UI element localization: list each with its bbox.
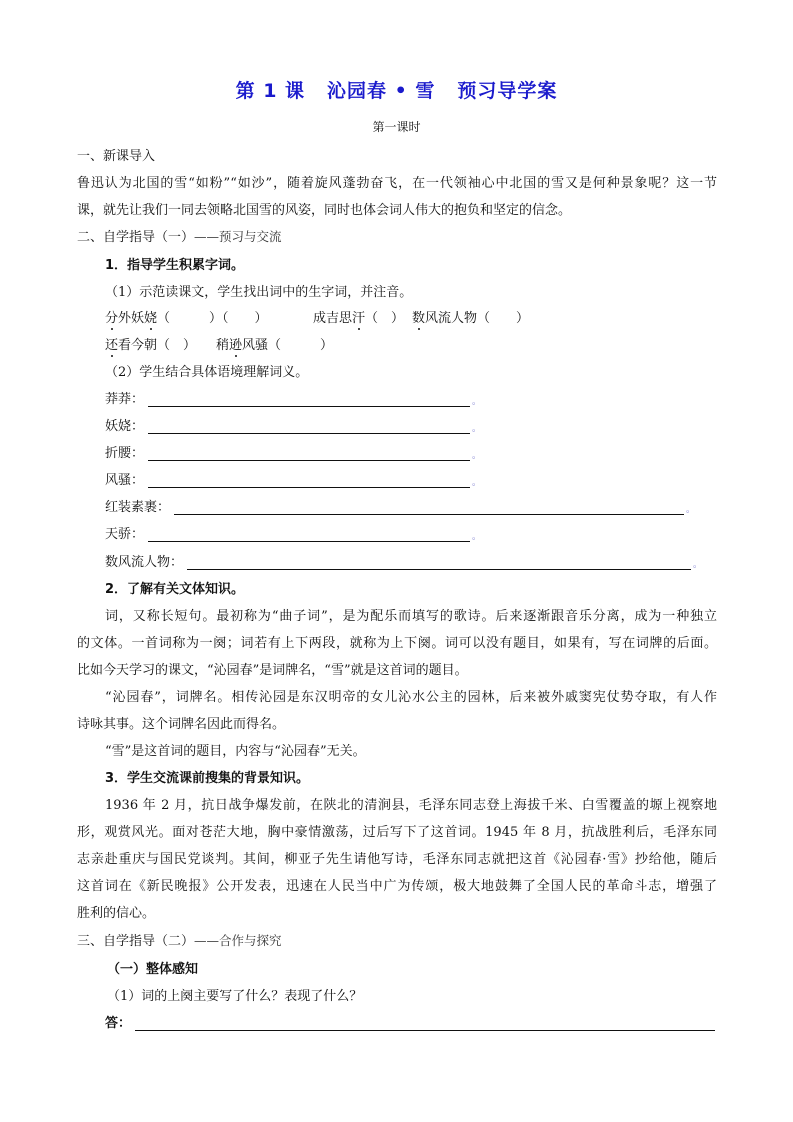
answer-line[interactable]	[148, 446, 470, 461]
item3-line5: 胜利的信心。	[77, 906, 156, 921]
item2-heading: 2．了解有关文体知识。	[105, 582, 245, 597]
item1-sub1: （1）示范读课文，学生找出词中的生字词，并注音。	[105, 285, 413, 300]
fill-label: 数风流人物：	[105, 555, 184, 570]
title-lesson: 第 1 课	[235, 80, 306, 102]
fill-blank-shufengliurenwu	[105, 551, 702, 570]
fill-label: 莽莽：	[105, 392, 145, 407]
section3-heading-main: 三、自学指导（二）	[77, 934, 195, 949]
answer-row	[105, 1012, 715, 1031]
section1-heading: 一、新课导入	[77, 149, 156, 164]
fill-blank-yaorao	[105, 415, 481, 434]
fill-end-mark: 。	[472, 451, 482, 461]
item2-para2-line2: 诗咏其事。这个词牌名因此而得名。	[77, 717, 286, 732]
word-text: 风流人物	[425, 311, 478, 326]
section1-line-1: 鲁迅认为北国的雪“如粉”“如沙”，随着旋风蓬勃奋飞，在一代领袖心中北国的雪又是何种景象呢？这一节	[77, 176, 717, 191]
pinyin-blank[interactable]: （ ）	[157, 338, 197, 353]
answer-line[interactable]	[148, 527, 470, 542]
fill-end-mark: 。	[686, 505, 696, 515]
item3-line2: 形，观赏风光。面对苍茫大地，胸中豪情激荡，过后写下了这首词。1945 年 8 月，抗战胜利后，毛泽东同	[77, 825, 717, 840]
pinyin-blank[interactable]: （ ）	[268, 338, 334, 353]
word-shufengliurenwu	[412, 307, 529, 326]
fill-blank-fengsao	[105, 469, 481, 488]
item1-heading: 1．指导学生积累字词。	[105, 258, 245, 273]
item3-heading: 3．学生交流课前搜集的背景知识。	[105, 771, 310, 786]
fill-label: 红装素裹：	[105, 500, 171, 515]
fill-label: 妖娆：	[105, 419, 145, 434]
word-text: 看今朝	[118, 338, 158, 353]
title-poem: 沁园春 • 雪	[327, 80, 436, 102]
answer-line[interactable]	[135, 1016, 715, 1031]
word-shaoxunfengsao	[216, 334, 333, 353]
word-text: 风骚	[242, 338, 269, 353]
fill-end-mark: 。	[472, 478, 482, 488]
word-fenwaiyaorao	[105, 307, 268, 326]
page-title	[0, 76, 793, 103]
section2-heading-sub: ——预习与交流	[194, 229, 282, 244]
item2-para2-line1: “沁园春”，词牌名。相传沁园是东汉明帝的女儿沁水公主的园林，后来被外戚窦宪仗势夺取，有人作	[105, 690, 717, 705]
item2-para1-line2: 的文体。一首词称为一阕；词若有上下两段，就称为上下阕。词可以没有题目，如果有，写在词牌的后面。	[77, 636, 717, 651]
fill-blank-zheyao	[105, 442, 481, 461]
pinyin-blank[interactable]: （ ）（ ）	[157, 311, 268, 326]
word-text: 成吉思	[313, 311, 353, 326]
word-chengjisihan	[313, 307, 404, 326]
pinyin-blank[interactable]: （ ）	[365, 311, 405, 326]
fill-blank-tianjiao	[105, 523, 481, 542]
answer-line[interactable]	[174, 500, 684, 515]
item3-line4: 这首词在《新民晚报》公开发表，迅速在人民当中广为传颂，极大地鼓舞了全国人民的革命斗志，增强了	[77, 879, 717, 894]
word-huankanjinzhao	[105, 334, 196, 353]
item3-line3: 志亲赴重庆与国民党谈判。其间，柳亚子先生请他写诗，毛泽东同志就把这首《沁园春·雪》抄给他，随后	[77, 852, 717, 867]
dotted-char: 分	[105, 311, 119, 326]
item3-line1: 1936 年 2 月，抗日战争爆发前，在陕北的清涧县，毛泽东同志登上海拔千米、白雪覆盖的塬上视察地	[105, 798, 717, 813]
fill-blank-hongzhuangsuguo	[105, 496, 695, 515]
word-text: 稍	[216, 338, 230, 353]
answer-line[interactable]	[148, 473, 470, 488]
answer-label: 答：	[105, 1016, 132, 1031]
answer-line[interactable]	[148, 419, 470, 434]
fill-label: 折腰：	[105, 446, 145, 461]
fill-end-mark: 。	[693, 560, 703, 570]
section3-subheading: （一）整体感知	[107, 962, 199, 977]
fill-label: 风骚：	[105, 473, 145, 488]
section1-line-2: 课，就先让我们一同去领略北国雪的风姿，同时也体会词人伟大的抱负和坚定的信念。	[77, 203, 572, 218]
fill-blank-mangmang	[105, 388, 481, 407]
section3-question1: （1）词的上阕主要写了什么？表现了什么？	[107, 989, 363, 1004]
fill-label: 天骄：	[105, 527, 145, 542]
item1-sub2: （2）学生结合具体语境理解词义。	[105, 365, 309, 380]
fill-end-mark: 。	[472, 424, 482, 434]
word-text: 外妖	[118, 311, 145, 326]
dotted-char: 数	[412, 311, 426, 326]
item2-para1-line1: 词，又称长短句。最初称为“曲子词”，是为配乐而填写的歌诗。后来逐渐跟音乐分离，成为一种独立	[105, 609, 717, 624]
section3-heading-sub: ——合作与探究	[194, 933, 282, 948]
dotted-char: 逊	[229, 338, 243, 353]
section3-heading	[77, 930, 282, 949]
page-subtitle: 第一课时	[372, 120, 421, 134]
fill-end-mark: 。	[472, 397, 482, 407]
dotted-char: 还	[105, 338, 119, 353]
dotted-char: 娆	[144, 311, 158, 326]
fill-end-mark: 。	[472, 532, 482, 542]
answer-line[interactable]	[148, 392, 470, 407]
answer-line[interactable]	[187, 555, 691, 570]
title-type: 预习导学案	[457, 80, 558, 102]
section2-heading	[77, 226, 282, 245]
item2-para3: “雪”是这首词的题目，内容与“沁园春”无关。	[105, 744, 366, 759]
section2-heading-main: 二、自学指导（一）	[77, 230, 195, 245]
item2-para1-line3: 比如今天学习的课文，“沁园春”是词牌名，“雪”就是这首词的题目。	[77, 663, 468, 678]
pinyin-blank[interactable]: （ ）	[477, 311, 530, 326]
dotted-char: 汗	[352, 311, 366, 326]
